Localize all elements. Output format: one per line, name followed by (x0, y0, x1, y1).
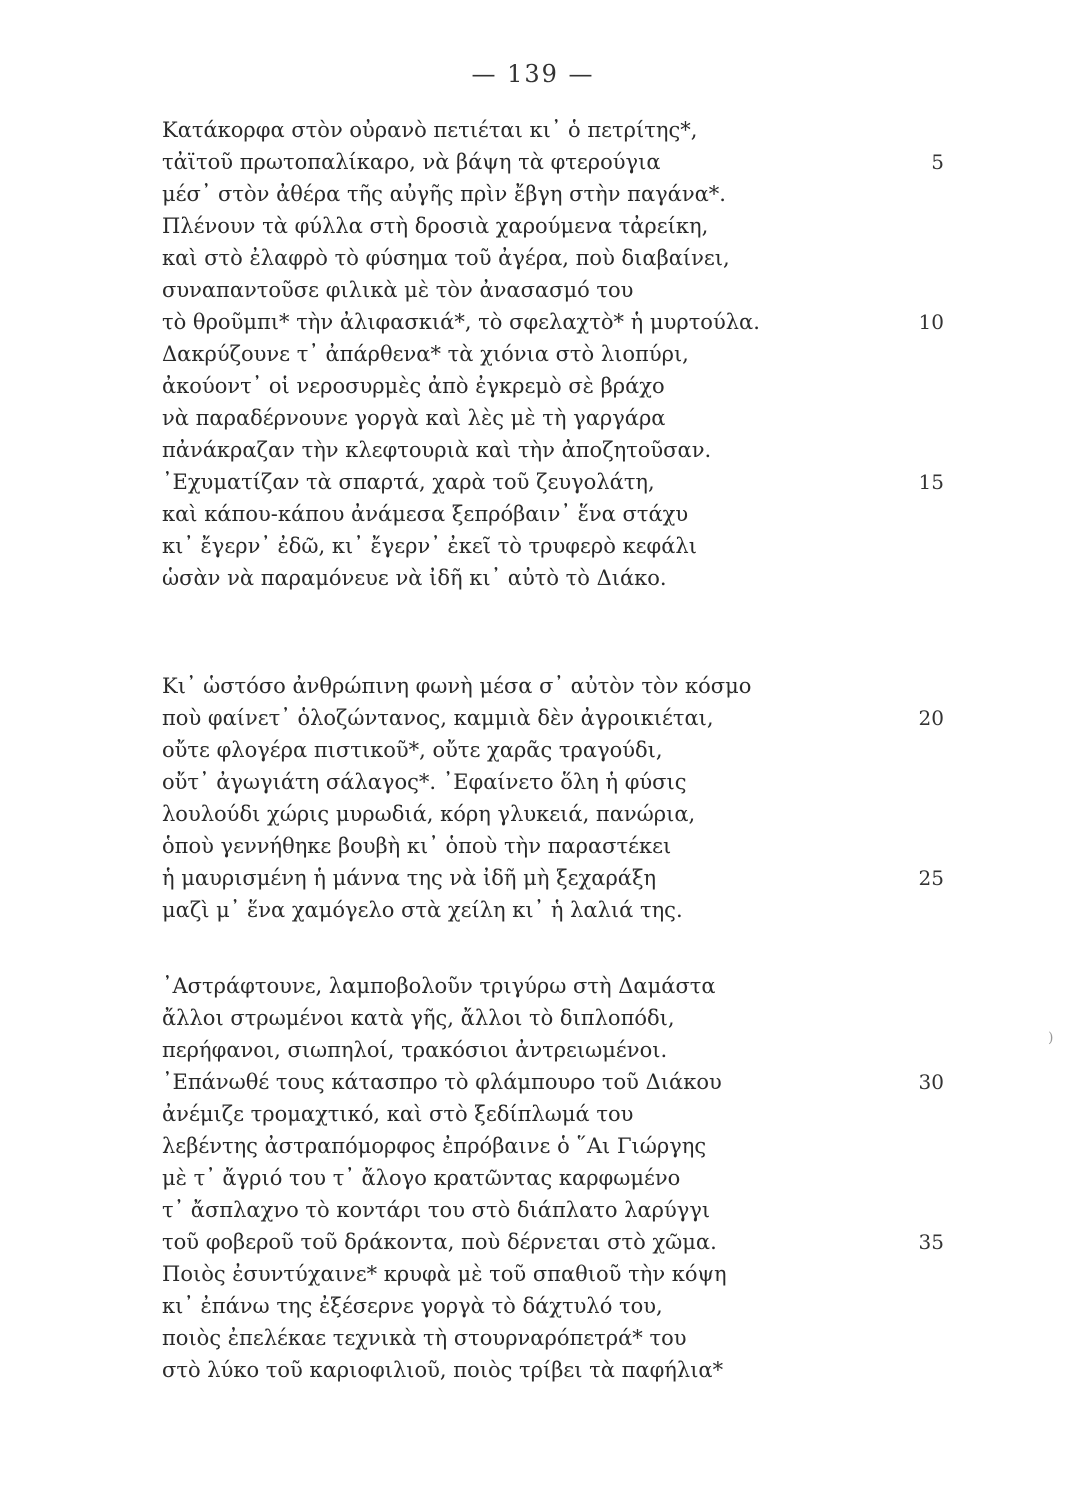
poem-line-text: καὶ στὸ ἐλαφρὸ τὸ φύσημα τοῦ ἀγέρα, ποὺ διαβαίνει, (162, 246, 730, 270)
poem-line-text: τ᾿ ἄσπλαχνο τὸ κοντάρι του στὸ διάπλατο λαρύγγι (162, 1198, 711, 1222)
poem-line (162, 210, 1002, 242)
poem-line (162, 830, 1002, 862)
poem-line (162, 970, 1002, 1002)
poem-line-text: νὰ παραδέρνουνε γοργὰ καὶ λὲς μὲ τὴ γαργάρα (162, 406, 666, 430)
poem-line (162, 670, 1002, 702)
poem-line (162, 146, 1002, 178)
poem-line-text: οὔτε φλογέρα πιστικοῦ*, οὔτε χαρᾶς τραγούδι, (162, 738, 663, 762)
poem-line (162, 798, 1002, 830)
poem-line-text: περήφανοι, σιωπηλοί, τρακόσιοι ἀντρειωμένοι. (162, 1038, 668, 1062)
poem-line (162, 1162, 1002, 1194)
poem-line (162, 1322, 1002, 1354)
poem-line-text: ᾿Εχυματίζαν τὰ σπαρτά, χαρὰ τοῦ ζευγολάτη, (162, 470, 655, 494)
line-number: 25 (918, 866, 944, 890)
poem-line (162, 1034, 1002, 1066)
line-number: 5 (931, 150, 944, 174)
poem-line-text: πἀνάκραζαν τὴν κλεφτουριὰ καὶ τὴν ἀποζητοῦσαν. (162, 438, 712, 462)
poem-line-text: ὡσὰν νὰ παραμόνευε νὰ ἰδῆ κι᾿ αὐτὸ τὸ Διάκο. (162, 566, 667, 590)
poem-line-text: μέσ᾿ στὸν ἀθέρα τῆς αὐγῆς πρὶν ἔβγη στὴν παγάνα*. (162, 182, 726, 206)
poem-line (162, 862, 1002, 894)
poem-line-text: κι᾿ ἐπάνω της ἐξέσερνε γοργὰ τὸ δάχτυλό του, (162, 1294, 663, 1318)
line-number: 15 (918, 470, 944, 494)
poem-line-text: τοῦ φοβεροῦ τοῦ δράκοντα, ποὺ δέρνεται στὸ χῶμα. (162, 1230, 717, 1254)
poem-line (162, 1002, 1002, 1034)
poem-line-text: συναπαντοῦσε φιλικὰ μὲ τὸν ἀνασασμό του (162, 278, 634, 302)
line-number: 30 (918, 1070, 944, 1094)
poem-line-text: ὁποὺ γεννήθηκε βουβὴ κι᾿ ὁποὺ τὴν παραστέκει (162, 834, 672, 858)
poem-line (162, 306, 1002, 338)
poem-line-text: ᾿Επάνωθέ τους κάτασπρο τὸ φλάμπουρο τοῦ Διάκου (162, 1070, 722, 1094)
poem-line-text: ποὺ φαίνετ᾿ ὁλοζώντανος, καμμιὰ δὲν ἀγροικιέται, (162, 706, 714, 730)
poem-line-text: λεβέντης ἀστραπόμορφος ἐπρόβαινε ὁ ῞Αι Γιώργης (162, 1134, 707, 1158)
poem-line-text: στὸ λύκο τοῦ καριοφιλιοῦ, ποιὸς τρίβει τὰ παφήλια* (162, 1358, 724, 1382)
poem-line-text: τὸ θροῦμπι* τὴν ἀλιφασκιά*, τὸ σφελαχτὸ* ἡ μυρτούλα. (162, 310, 760, 334)
poem-line (162, 766, 1002, 798)
poem-line (162, 178, 1002, 210)
poem-line (162, 530, 1002, 562)
poem-line-text: τἀϊτοῦ πρωτοπαλίκαρο, νὰ βάψη τὰ φτερούγια (162, 150, 661, 174)
poem-line-text: κι᾿ ἔγερν᾿ ἐδῶ, κι᾿ ἔγερν᾿ ἐκεῖ τὸ τρυφερὸ κεφάλι (162, 534, 697, 558)
poem-line (162, 402, 1002, 434)
poem-line (162, 1194, 1002, 1226)
poem-line (162, 1066, 1002, 1098)
poem-line (162, 1354, 1002, 1386)
poem-line-text: οὔτ᾿ ἀγωγιάτη σάλαγος*. ᾿Εφαίνετο ὅλη ἡ φύσις (162, 770, 687, 794)
poem-line-text: μὲ τ᾿ ἄγριό του τ᾿ ἄλογο κρατῶντας καρφωμένο (162, 1166, 681, 1190)
poem-line-text: καὶ κάπου-κάπου ἀνάμεσα ξεπρόβαιν᾿ ἕνα στάχυ (162, 502, 689, 526)
poem-line (162, 734, 1002, 766)
poem-line-text: Πλένουν τὰ φύλλα στὴ δροσιὰ χαρούμενα τἀρείκη, (162, 214, 709, 238)
poem-line (162, 466, 1002, 498)
line-number: 20 (918, 706, 944, 730)
poem-line (162, 338, 1002, 370)
poem-line-text: ἀκούοντ᾿ οἱ νεροσυρμὲς ἀπὸ ἐγκρεμὸ σὲ βράχο (162, 374, 665, 398)
poem-line (162, 370, 1002, 402)
poem-line (162, 434, 1002, 466)
poem-line (162, 1130, 1002, 1162)
poem-line-text: Κατάκορφα στὸν οὐρανὸ πετιέται κι᾿ ὁ πετρίτης*, (162, 118, 698, 142)
stanza-1 (162, 114, 1002, 594)
stanza-2 (162, 670, 1002, 926)
poem-line (162, 114, 1002, 146)
poem-line (162, 1290, 1002, 1322)
poem-line-text: ἄλλοι στρωμένοι κατὰ γῆς, ἄλλοι τὸ διπλοπόδι, (162, 1006, 675, 1030)
poem-line-text: ἡ μαυρισμένη ἡ μάννα της νὰ ἰδῆ μὴ ξεχαράξη (162, 866, 657, 890)
poem-line (162, 702, 1002, 734)
line-number: 35 (918, 1230, 944, 1254)
poem-line (162, 1226, 1002, 1258)
poem-line (162, 1258, 1002, 1290)
poem-line (162, 562, 1002, 594)
poem-line (162, 274, 1002, 306)
stanza-3 (162, 970, 1002, 1386)
poem-line-text: ᾿Αστράφτουνε, λαμποβολοῦν τριγύρω στὴ Δαμάστα (162, 974, 716, 998)
poem-line (162, 894, 1002, 926)
poem-line-text: ἀνέμιζε τρομαχτικό, καὶ στὸ ξεδίπλωμά του (162, 1102, 634, 1126)
poem-line (162, 242, 1002, 274)
poem-line-text: ποιὸς ἐπελέκαε τεχνικὰ τὴ στουρναρόπετρά* του (162, 1326, 687, 1350)
margin-mark: ) (1048, 1030, 1054, 1046)
poem-line-text: Ποιὸς ἐσυντύχαινε* κρυφὰ μὲ τοῦ σπαθιοῦ τὴν κόψη (162, 1262, 727, 1286)
poem-line (162, 498, 1002, 530)
poem-line-text: Δακρύζουνε τ᾿ ἀπάρθενα* τὰ χιόνια στὸ λιοπύρι, (162, 342, 689, 366)
poem-line (162, 1098, 1002, 1130)
poem-line-text: Κι᾿ ὡστόσο ἀνθρώπινη φωνὴ μέσα σ᾿ αὐτὸν τὸν κόσμο (162, 674, 752, 698)
poem-line-text: λουλούδι χώρις μυρωδιά, κόρη γλυκειά, πανώρια, (162, 802, 696, 826)
poem-line-text: μαζὶ μ᾿ ἕνα χαμόγελο στὰ χείλη κι᾿ ἡ λαλιά της. (162, 898, 683, 922)
page-number: — 139 — (471, 60, 595, 88)
line-number: 10 (918, 310, 944, 334)
